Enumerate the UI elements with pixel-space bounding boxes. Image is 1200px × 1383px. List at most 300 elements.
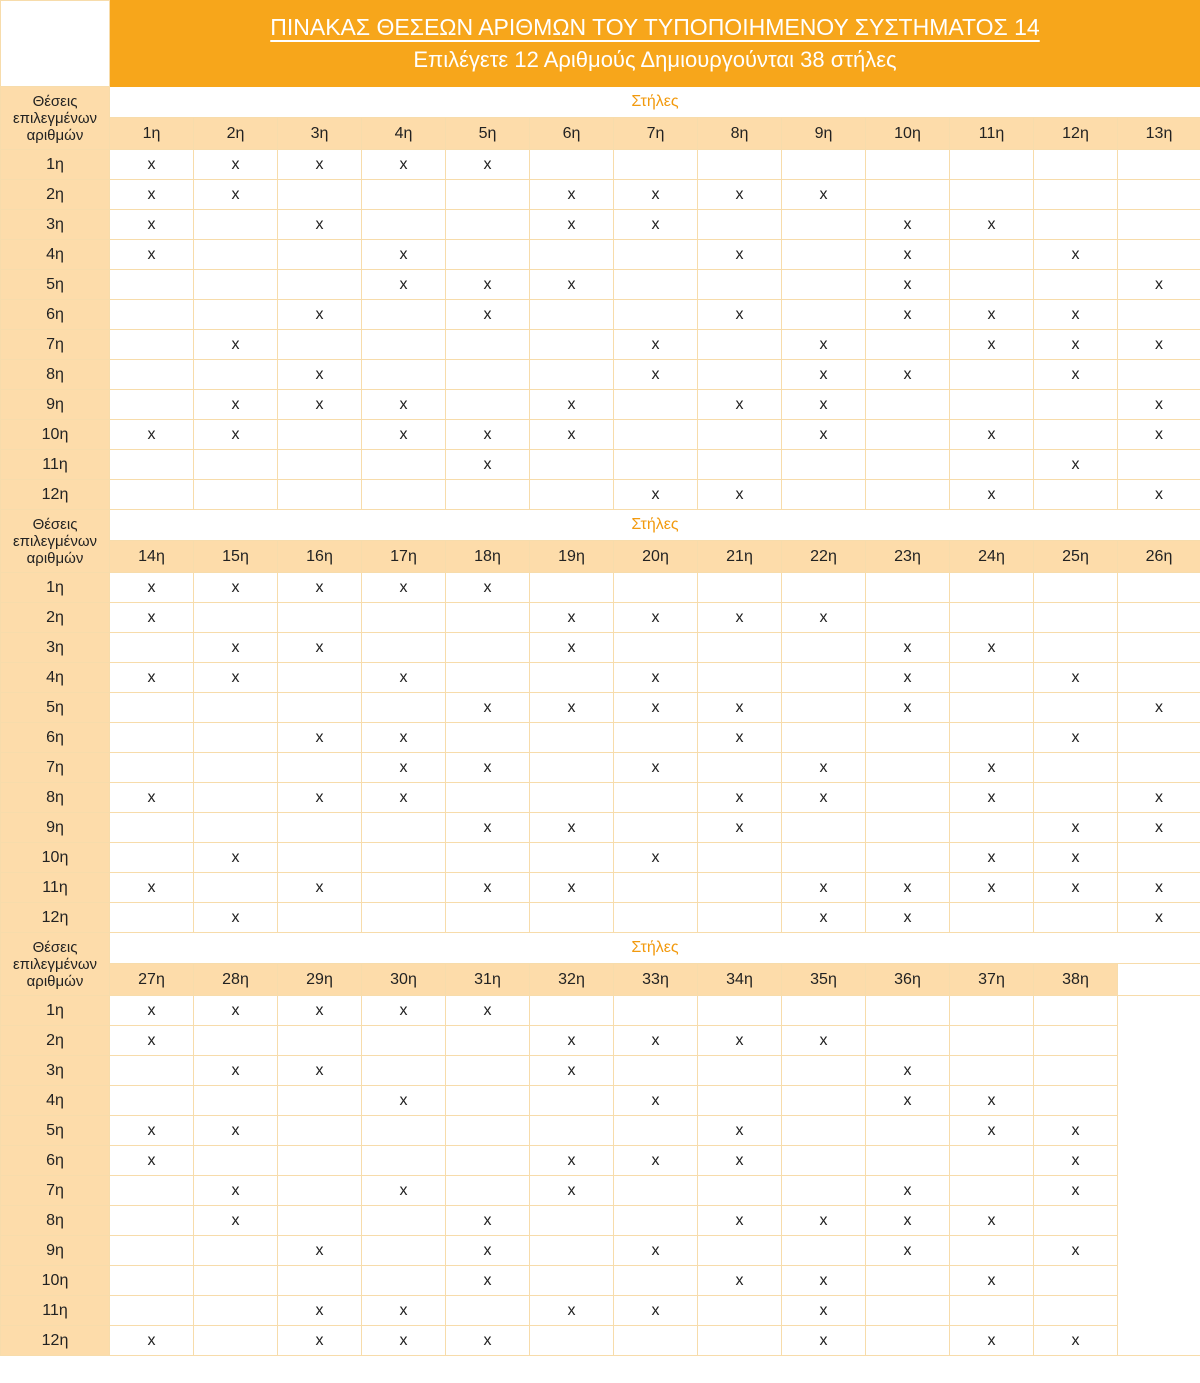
empty-cell: [950, 240, 1034, 270]
empty-cell: [614, 420, 698, 450]
table-row: [1, 1266, 1200, 1296]
mark-cell: x: [278, 1296, 362, 1326]
empty-cell: [614, 1056, 698, 1086]
empty-cell: [530, 1326, 614, 1356]
columns-label: Στήλες: [110, 510, 1200, 541]
empty-cell: [194, 270, 278, 300]
mark-cell: x: [950, 843, 1034, 873]
mark-cell: x: [278, 1236, 362, 1266]
empty-cell: [446, 330, 530, 360]
row-position-label: 10η: [1, 420, 110, 450]
corner-cell: [1, 1, 110, 87]
empty-cell: [698, 633, 782, 663]
mark-cell: x: [698, 240, 782, 270]
empty-cell: [362, 1236, 446, 1266]
column-header: 9η: [782, 118, 866, 150]
empty-cell: [698, 843, 782, 873]
table-row: [1, 603, 1200, 633]
empty-cell: [194, 603, 278, 633]
table-row: [1, 1296, 1200, 1326]
empty-cell: [362, 873, 446, 903]
columns-label: Στήλες: [110, 933, 1200, 964]
mark-cell: x: [278, 873, 362, 903]
empty-cell: [278, 180, 362, 210]
empty-cell: [698, 420, 782, 450]
empty-cell: [110, 450, 194, 480]
mark-cell: x: [194, 330, 278, 360]
mark-cell: x: [362, 573, 446, 603]
empty-cell: [446, 1026, 530, 1056]
column-header: 2η: [194, 118, 278, 150]
row-position-label: 12η: [1, 480, 110, 510]
mark-cell: x: [278, 1326, 362, 1356]
table-row: [1, 210, 1200, 240]
empty-cell: [698, 1176, 782, 1206]
empty-cell: [950, 450, 1034, 480]
mark-cell: x: [614, 1086, 698, 1116]
empty-cell: [278, 240, 362, 270]
row-position-label: 10η: [1, 843, 110, 873]
mark-cell: x: [698, 1146, 782, 1176]
row-position-label: 1η: [1, 996, 110, 1026]
mark-cell: x: [698, 693, 782, 723]
column-header: 33η: [614, 964, 698, 996]
mark-cell: x: [530, 210, 614, 240]
mark-cell: x: [110, 663, 194, 693]
mark-cell: x: [866, 240, 950, 270]
empty-cell: [278, 1026, 362, 1056]
mark-cell: x: [866, 360, 950, 390]
mark-cell: x: [698, 813, 782, 843]
empty-cell: [530, 450, 614, 480]
empty-cell: [278, 1266, 362, 1296]
empty-cell: [446, 603, 530, 633]
empty-cell: [110, 843, 194, 873]
mark-cell: x: [1034, 813, 1118, 843]
empty-cell: [446, 1176, 530, 1206]
empty-cell: [1034, 1266, 1118, 1296]
empty-cell: [614, 1206, 698, 1236]
empty-cell: [194, 210, 278, 240]
mark-cell: x: [614, 210, 698, 240]
empty-cell: [1034, 1056, 1118, 1086]
column-header: 28η: [194, 964, 278, 996]
mark-cell: x: [866, 693, 950, 723]
row-position-label: 4η: [1, 240, 110, 270]
row-position-label: 2η: [1, 603, 110, 633]
empty-cell: [698, 1326, 782, 1356]
mark-cell: x: [194, 1056, 278, 1086]
empty-cell: [950, 360, 1034, 390]
mark-cell: x: [698, 1266, 782, 1296]
mark-cell: x: [698, 723, 782, 753]
mark-cell: x: [446, 573, 530, 603]
empty-cell: [614, 300, 698, 330]
empty-cell: [614, 450, 698, 480]
mark-cell: x: [950, 1116, 1034, 1146]
row-position-label: 2η: [1, 180, 110, 210]
empty-cell: [614, 723, 698, 753]
empty-cell: [194, 240, 278, 270]
empty-cell: [362, 843, 446, 873]
empty-cell: [110, 633, 194, 663]
row-position-label: 8η: [1, 360, 110, 390]
empty-cell: [782, 240, 866, 270]
empty-cell: [950, 1026, 1034, 1056]
empty-cell: [110, 360, 194, 390]
empty-cell: [698, 210, 782, 240]
mark-cell: x: [278, 996, 362, 1026]
empty-cell: [698, 1296, 782, 1326]
empty-cell: [446, 1296, 530, 1326]
filler-cell: [1118, 996, 1200, 1356]
mark-cell: x: [110, 873, 194, 903]
empty-cell: [110, 1086, 194, 1116]
mark-cell: x: [782, 903, 866, 933]
mark-cell: x: [950, 480, 1034, 510]
empty-cell: [446, 180, 530, 210]
column-header: 24η: [950, 541, 1034, 573]
empty-cell: [446, 903, 530, 933]
mark-cell: x: [362, 150, 446, 180]
mark-cell: x: [110, 996, 194, 1026]
mark-cell: x: [362, 783, 446, 813]
table-row: [1, 1176, 1200, 1206]
mark-cell: x: [782, 1326, 866, 1356]
empty-column-header: [1118, 964, 1200, 996]
mark-cell: x: [278, 300, 362, 330]
empty-cell: [614, 150, 698, 180]
table-row: [1, 573, 1200, 603]
row-position-label: 1η: [1, 150, 110, 180]
table-row: [1, 1236, 1200, 1266]
empty-cell: [362, 1056, 446, 1086]
empty-cell: [782, 573, 866, 603]
mark-cell: x: [446, 813, 530, 843]
empty-cell: [782, 1146, 866, 1176]
empty-cell: [866, 1026, 950, 1056]
empty-cell: [950, 723, 1034, 753]
empty-cell: [698, 753, 782, 783]
empty-cell: [866, 996, 950, 1026]
mark-cell: x: [866, 633, 950, 663]
empty-cell: [614, 1266, 698, 1296]
column-header: 19η: [530, 541, 614, 573]
column-header: 10η: [866, 118, 950, 150]
empty-cell: [194, 723, 278, 753]
empty-cell: [782, 1086, 866, 1116]
mark-cell: x: [1118, 693, 1200, 723]
empty-cell: [278, 663, 362, 693]
title-banner: [110, 1, 1200, 87]
empty-cell: [866, 723, 950, 753]
empty-cell: [950, 1236, 1034, 1266]
mark-cell: x: [950, 1206, 1034, 1236]
empty-cell: [446, 723, 530, 753]
mark-cell: x: [698, 300, 782, 330]
mark-cell: x: [110, 1026, 194, 1056]
empty-cell: [110, 903, 194, 933]
empty-cell: [782, 663, 866, 693]
empty-cell: [866, 1146, 950, 1176]
mark-cell: x: [530, 603, 614, 633]
empty-cell: [1034, 150, 1118, 180]
empty-cell: [782, 210, 866, 240]
column-header: 29η: [278, 964, 362, 996]
mark-cell: x: [1034, 663, 1118, 693]
mark-cell: x: [446, 1266, 530, 1296]
empty-cell: [194, 1326, 278, 1356]
mark-cell: x: [614, 330, 698, 360]
mark-cell: x: [194, 1116, 278, 1146]
row-position-label: 11η: [1, 873, 110, 903]
column-header: 16η: [278, 541, 362, 573]
empty-cell: [1118, 843, 1200, 873]
mark-cell: x: [1034, 843, 1118, 873]
table-row: [1, 300, 1200, 330]
empty-cell: [950, 1146, 1034, 1176]
empty-cell: [614, 1326, 698, 1356]
empty-cell: [698, 1236, 782, 1266]
empty-cell: [362, 1116, 446, 1146]
row-position-label: 11η: [1, 1296, 110, 1326]
mark-cell: x: [1034, 240, 1118, 270]
table-row: [1, 180, 1200, 210]
table-row: [1, 150, 1200, 180]
column-header: 31η: [446, 964, 530, 996]
mark-cell: x: [866, 1086, 950, 1116]
empty-cell: [1118, 753, 1200, 783]
empty-cell: [1034, 903, 1118, 933]
column-header: 7η: [614, 118, 698, 150]
column-header: 18η: [446, 541, 530, 573]
mark-cell: x: [110, 150, 194, 180]
mark-cell: x: [866, 1236, 950, 1266]
empty-cell: [950, 663, 1034, 693]
empty-cell: [530, 150, 614, 180]
column-header: 25η: [1034, 541, 1118, 573]
mark-cell: x: [1034, 873, 1118, 903]
empty-cell: [278, 693, 362, 723]
empty-cell: [278, 813, 362, 843]
mark-cell: x: [782, 360, 866, 390]
mark-cell: x: [194, 843, 278, 873]
empty-cell: [1118, 210, 1200, 240]
empty-cell: [698, 873, 782, 903]
empty-cell: [866, 450, 950, 480]
mark-cell: x: [530, 1296, 614, 1326]
mark-cell: x: [698, 1026, 782, 1056]
row-position-label: 3η: [1, 210, 110, 240]
empty-cell: [530, 903, 614, 933]
empty-cell: [698, 1056, 782, 1086]
empty-cell: [1034, 480, 1118, 510]
table-row: [1, 450, 1200, 480]
empty-cell: [278, 603, 362, 633]
column-header: 4η: [362, 118, 446, 150]
empty-cell: [1034, 1026, 1118, 1056]
mark-cell: x: [698, 1116, 782, 1146]
empty-cell: [614, 903, 698, 933]
empty-cell: [950, 1056, 1034, 1086]
empty-cell: [110, 813, 194, 843]
empty-cell: [530, 753, 614, 783]
mark-cell: x: [950, 210, 1034, 240]
empty-cell: [1034, 693, 1118, 723]
mark-cell: x: [110, 1326, 194, 1356]
table-row: [1, 1086, 1200, 1116]
mark-cell: x: [950, 873, 1034, 903]
mark-cell: x: [362, 1176, 446, 1206]
empty-cell: [698, 450, 782, 480]
column-header: 26η: [1118, 541, 1200, 573]
empty-cell: [1034, 1296, 1118, 1326]
table-row: [1, 390, 1200, 420]
positions-header-label: Θέσεις επιλεγμένων αριθμών: [1, 87, 110, 150]
mark-cell: x: [1034, 1326, 1118, 1356]
mark-cell: x: [530, 390, 614, 420]
empty-cell: [446, 480, 530, 510]
table-row: [1, 330, 1200, 360]
empty-cell: [866, 783, 950, 813]
mark-cell: x: [698, 180, 782, 210]
empty-cell: [446, 210, 530, 240]
mark-cell: x: [698, 390, 782, 420]
mark-cell: x: [194, 903, 278, 933]
empty-cell: [1118, 180, 1200, 210]
mark-cell: x: [782, 180, 866, 210]
table-row: [1, 1326, 1200, 1356]
column-header: 12η: [1034, 118, 1118, 150]
empty-cell: [194, 450, 278, 480]
empty-cell: [446, 633, 530, 663]
empty-cell: [698, 1086, 782, 1116]
empty-cell: [614, 270, 698, 300]
empty-cell: [1118, 450, 1200, 480]
empty-cell: [950, 1176, 1034, 1206]
mark-cell: x: [446, 420, 530, 450]
mark-cell: x: [110, 180, 194, 210]
empty-cell: [530, 1236, 614, 1266]
empty-cell: [530, 723, 614, 753]
empty-cell: [1118, 150, 1200, 180]
mark-cell: x: [866, 1056, 950, 1086]
empty-cell: [1118, 633, 1200, 663]
empty-cell: [698, 903, 782, 933]
empty-cell: [950, 996, 1034, 1026]
empty-cell: [950, 150, 1034, 180]
empty-cell: [194, 480, 278, 510]
empty-cell: [950, 903, 1034, 933]
table-row: [1, 270, 1200, 300]
table-row: [1, 693, 1200, 723]
empty-cell: [866, 150, 950, 180]
empty-cell: [866, 420, 950, 450]
mark-cell: x: [530, 180, 614, 210]
mark-cell: x: [194, 663, 278, 693]
mark-cell: x: [278, 210, 362, 240]
column-header: 20η: [614, 541, 698, 573]
row-position-label: 12η: [1, 1326, 110, 1356]
empty-cell: [1118, 240, 1200, 270]
mark-cell: x: [530, 1146, 614, 1176]
empty-cell: [446, 240, 530, 270]
empty-cell: [1118, 360, 1200, 390]
empty-cell: [782, 633, 866, 663]
mark-cell: x: [530, 1056, 614, 1086]
empty-cell: [446, 1086, 530, 1116]
table-row: [1, 480, 1200, 510]
empty-cell: [614, 633, 698, 663]
empty-cell: [698, 330, 782, 360]
mark-cell: x: [1034, 450, 1118, 480]
empty-cell: [278, 1176, 362, 1206]
empty-cell: [782, 813, 866, 843]
page-title: ΠΙΝΑΚΑΣ ΘΕΣΕΩΝ ΑΡΙΘΜΩΝ ΤΟΥ ΤΥΠΟΠΟΙΗΜΕΝΟΥ ΣΥΣΤΗΜΑΤΟΣ 14: [270, 14, 1040, 40]
empty-cell: [278, 1206, 362, 1236]
mark-cell: x: [446, 753, 530, 783]
empty-cell: [446, 783, 530, 813]
empty-cell: [110, 753, 194, 783]
mark-cell: x: [194, 180, 278, 210]
empty-cell: [698, 996, 782, 1026]
mark-cell: x: [362, 1326, 446, 1356]
table-row: [1, 903, 1200, 933]
empty-cell: [530, 360, 614, 390]
mark-cell: x: [866, 873, 950, 903]
empty-cell: [614, 1176, 698, 1206]
empty-cell: [362, 210, 446, 240]
row-position-label: 7η: [1, 1176, 110, 1206]
empty-cell: [530, 996, 614, 1026]
empty-cell: [446, 1056, 530, 1086]
row-position-label: 3η: [1, 633, 110, 663]
mark-cell: x: [194, 390, 278, 420]
empty-cell: [866, 813, 950, 843]
empty-cell: [446, 663, 530, 693]
column-header: 34η: [698, 964, 782, 996]
mark-cell: x: [1034, 1236, 1118, 1266]
mark-cell: x: [530, 633, 614, 663]
empty-cell: [950, 1296, 1034, 1326]
mark-cell: x: [194, 633, 278, 663]
mark-cell: x: [950, 633, 1034, 663]
empty-cell: [782, 996, 866, 1026]
column-header: 23η: [866, 541, 950, 573]
empty-cell: [110, 723, 194, 753]
empty-cell: [866, 603, 950, 633]
mark-cell: x: [782, 783, 866, 813]
empty-cell: [362, 480, 446, 510]
table-row: [1, 1206, 1200, 1236]
empty-cell: [866, 390, 950, 420]
mark-cell: x: [782, 1026, 866, 1056]
mark-cell: x: [782, 420, 866, 450]
empty-cell: [530, 1206, 614, 1236]
empty-cell: [782, 450, 866, 480]
mark-cell: x: [194, 1176, 278, 1206]
mark-cell: x: [446, 1236, 530, 1266]
row-position-label: 7η: [1, 330, 110, 360]
mark-cell: x: [194, 150, 278, 180]
empty-cell: [194, 1026, 278, 1056]
mark-cell: x: [1034, 1146, 1118, 1176]
mark-cell: x: [782, 330, 866, 360]
mark-cell: x: [1118, 873, 1200, 903]
mark-cell: x: [446, 996, 530, 1026]
table-row: [1, 1026, 1200, 1056]
column-header: 14η: [110, 541, 194, 573]
